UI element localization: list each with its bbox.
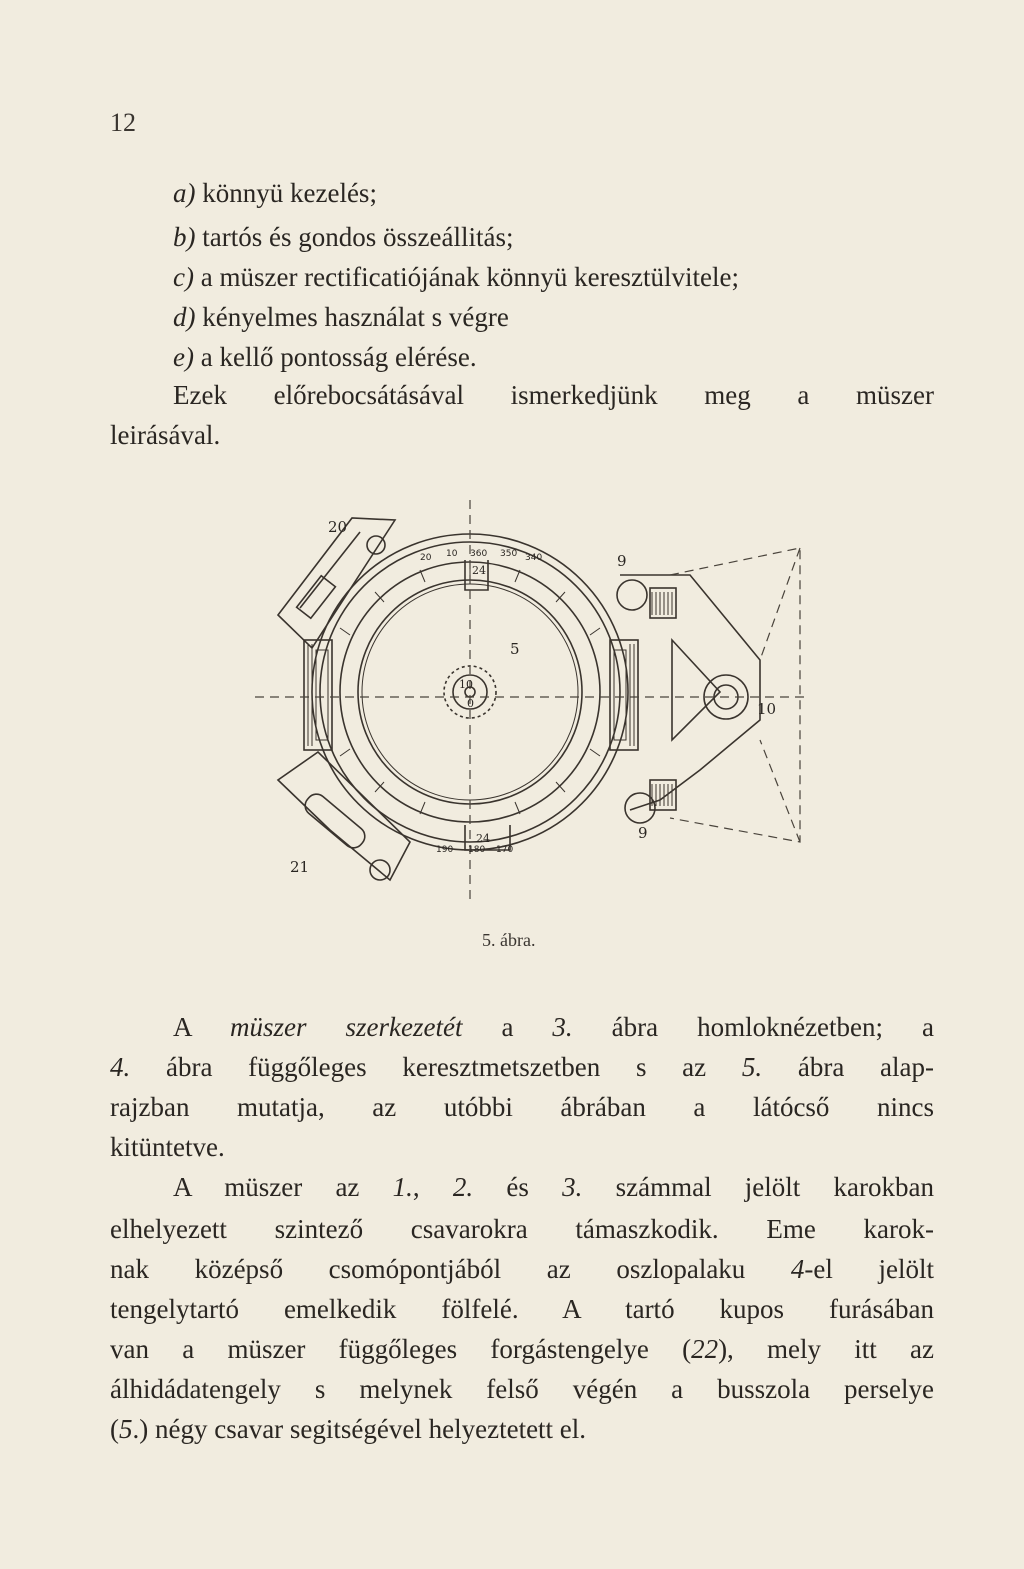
label-9-bottom: 9	[638, 824, 648, 842]
text-italic: 2.	[452, 1172, 474, 1202]
label-24-bottom: 24	[476, 832, 490, 845]
label-24-top: 24	[472, 564, 486, 577]
text: (	[110, 1414, 119, 1444]
page-number: 12	[110, 108, 136, 137]
screw-bottom	[370, 860, 390, 880]
text: számmal jelölt karokban	[582, 1172, 934, 1202]
right-bracket	[620, 575, 760, 810]
scale-ring	[340, 562, 600, 822]
para1-line2: leirásával.	[110, 420, 221, 450]
text-italic: 1.	[392, 1172, 413, 1202]
text-italic: 5.	[741, 1052, 763, 1082]
para3-line6: álhidádatengely s melynek felső végén a busszola perselye	[110, 1374, 934, 1404]
figure-5-drawing	[240, 490, 830, 910]
ring-20: 20	[420, 553, 432, 563]
list-marker: d)	[173, 302, 196, 332]
text: .) négy csavar segitségével helyeztetett el.	[132, 1414, 587, 1444]
text: és	[473, 1172, 563, 1202]
list-marker: b)	[173, 222, 196, 252]
ring-340: 340	[525, 553, 543, 563]
ring-10: 10	[446, 549, 458, 559]
text-italic: 3.	[562, 1172, 583, 1202]
text: A	[173, 1012, 230, 1042]
figure-caption: 5. ábra.	[482, 930, 536, 950]
label-20: 20	[328, 518, 348, 536]
ring-360: 360	[470, 549, 488, 559]
text: ábra függőleges keresztmetszetben s az	[130, 1052, 742, 1082]
projection-diagonals	[760, 548, 800, 842]
list-item-d	[173, 300, 509, 334]
text-italic: müszer szerkezetét	[230, 1012, 463, 1042]
para2-line2	[110, 1050, 934, 1084]
para3-line7	[110, 1412, 586, 1446]
inner-ring-2	[362, 584, 578, 800]
label-10-center: 10	[459, 678, 473, 691]
upper-right-screw	[617, 580, 647, 610]
label-10: 10	[757, 700, 777, 718]
para1-line1: Ezek előrebocsátásával ismerkedjünk meg a müszer	[173, 380, 934, 410]
list-item-b	[173, 220, 513, 254]
text: ábra alap-	[762, 1052, 934, 1082]
list-marker: e)	[173, 342, 194, 372]
text: A müszer az	[173, 1172, 393, 1202]
para2-line1	[173, 1010, 934, 1044]
list-text: a müszer rectificatiójának könnyü keresztülvitele;	[193, 262, 740, 292]
text: a	[462, 1012, 553, 1042]
label-9-top: 9	[617, 552, 627, 570]
text-italic: 5	[119, 1414, 133, 1444]
ring-350: 350	[500, 549, 518, 559]
text-italic: 4.	[110, 1052, 131, 1082]
para2-line4: kitüntetve.	[110, 1132, 225, 1162]
ring-numbers	[420, 549, 542, 855]
text: ábra homloknézetben; a	[572, 1012, 934, 1042]
projection-outline	[670, 548, 800, 842]
screw-top	[367, 536, 385, 554]
text: -el jelölt	[804, 1254, 934, 1284]
para3-line3	[110, 1252, 934, 1286]
list-text: könnyü kezelés;	[195, 178, 377, 208]
text: ), mely itt az	[718, 1334, 934, 1364]
list-text: tartós és gondos összeállitás;	[195, 222, 514, 252]
list-text: a kellő pontosság elérése.	[193, 342, 477, 372]
text: van a müszer függőleges forgástengelye (	[110, 1334, 692, 1364]
list-item-a	[173, 176, 377, 210]
label-0-center: 0	[467, 697, 474, 710]
para3-line5	[110, 1332, 934, 1366]
ring-190: 190	[436, 845, 454, 855]
text: nak középső csomópontjából az oszlopalaku	[110, 1254, 791, 1284]
para2-line3: rajzban mutatja, az utóbbi ábrában a látócső nincs	[110, 1092, 934, 1122]
text-italic: 4	[790, 1254, 805, 1284]
right-bracket-triangle	[672, 640, 720, 740]
list-marker: c)	[173, 262, 194, 292]
arm-lower-slot	[301, 790, 369, 852]
label-5: 5	[510, 640, 520, 658]
para3-line1	[173, 1170, 934, 1204]
list-item-c	[173, 260, 739, 294]
text: ,	[412, 1172, 453, 1202]
text-italic: 3.	[552, 1012, 573, 1042]
para3-line4: tengelytartó emelkedik fölfelé. A tartó kupos furásában	[110, 1294, 934, 1324]
list-text: kényelmes használat s végre	[195, 302, 509, 332]
ring-170: 170	[496, 845, 514, 855]
label-21: 21	[290, 858, 310, 876]
list-marker: a)	[173, 178, 196, 208]
list-item-e	[173, 340, 477, 374]
ring-180: 180	[468, 845, 486, 855]
arm-edge	[300, 532, 360, 608]
para3-line2: elhelyezett szintező csavarokra támaszkodik. Eme karok-	[110, 1214, 934, 1244]
text-italic: 22	[691, 1334, 719, 1364]
